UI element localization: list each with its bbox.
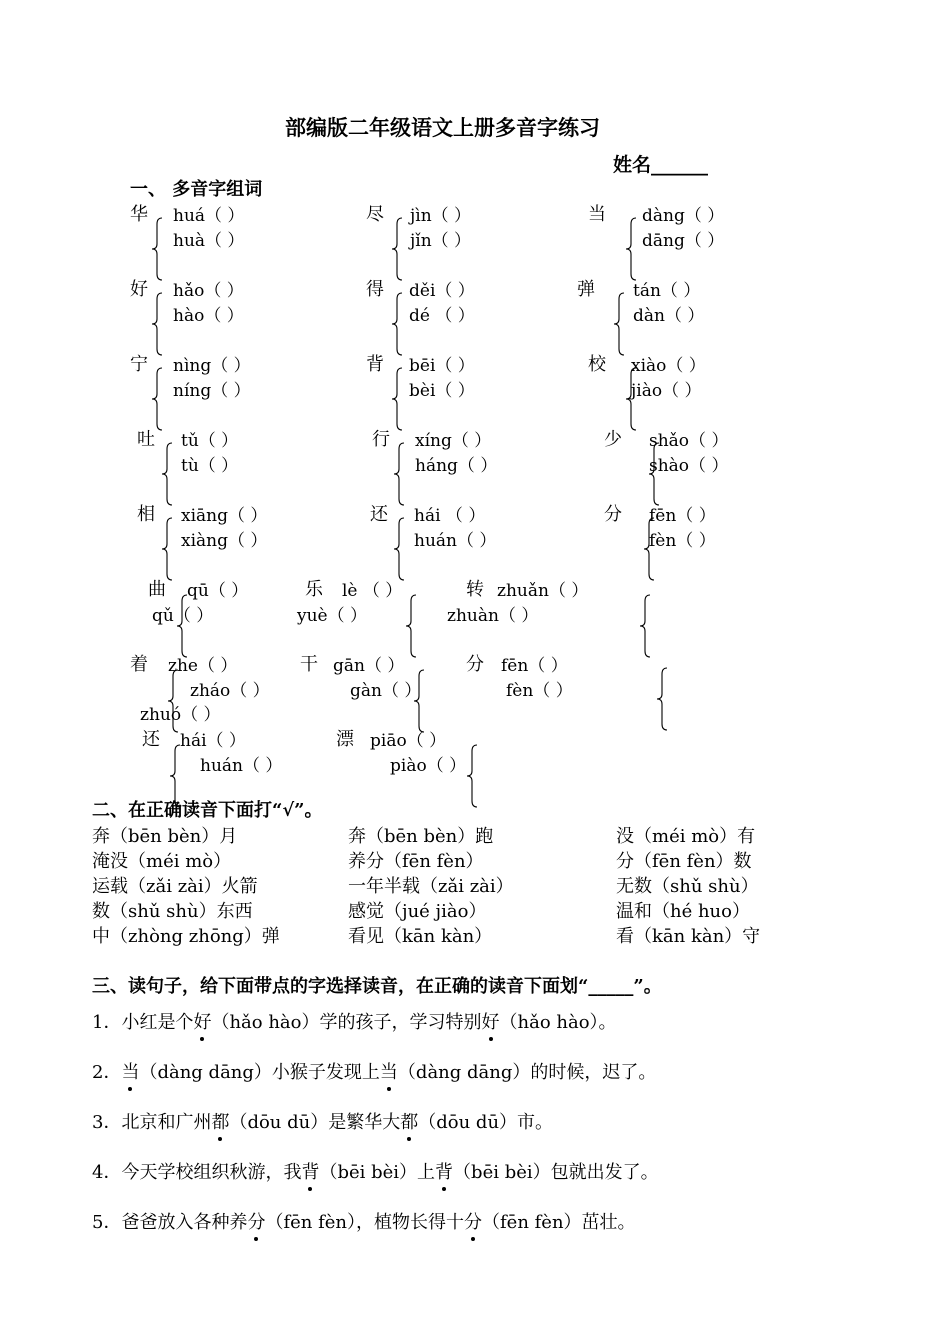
pinyin-blank: zhuǎn（ ） bbox=[497, 581, 589, 601]
pinyin-blank: piào（ ） bbox=[390, 756, 467, 776]
sentence-text: 5．爸爸放入各种养 bbox=[92, 1212, 248, 1233]
pinyin-blank: qū（ ） bbox=[187, 581, 249, 601]
pinyin-blank: dàng（ ） bbox=[642, 206, 725, 226]
polyphone-char: 行 bbox=[372, 429, 390, 450]
curly-brace-icon bbox=[392, 293, 404, 355]
pinyin-blank: tǔ（ ） bbox=[181, 431, 239, 451]
sentence-text: （dōu dū）是繁华大 bbox=[229, 1112, 401, 1133]
sentence-text: （dàng dāng）小猴子发现上 bbox=[139, 1062, 380, 1083]
pinyin-blank: shǎo（ ） bbox=[649, 431, 729, 451]
sentence bbox=[92, 1008, 617, 1034]
dotted-char: 好 bbox=[481, 1012, 500, 1033]
pinyin-blank: lè （ ） bbox=[342, 581, 403, 601]
section2-heading: 二、在正确读音下面打“√”。 bbox=[92, 800, 323, 821]
polyphone-char: 弹 bbox=[577, 279, 595, 300]
pinyin-blank: zhuó（ ） bbox=[140, 705, 221, 725]
section3-heading: 三、读句子，给下面带点的字选择读音，在正确的读音下面划“_____”。 bbox=[92, 976, 662, 997]
curly-brace-icon bbox=[414, 670, 426, 732]
polyphone-char: 漂 bbox=[336, 729, 354, 750]
polyphone-char: 分 bbox=[466, 654, 484, 675]
polyphone-char: 好 bbox=[130, 279, 148, 300]
pinyin-blank: xiào（ ） bbox=[631, 356, 706, 376]
polyphone-char: 乐 bbox=[305, 579, 323, 600]
curly-brace-icon bbox=[152, 368, 164, 430]
sentence-text: （bēi bèi）上 bbox=[319, 1162, 436, 1183]
pinyin-blank: jǐn（ ） bbox=[410, 231, 472, 251]
polyphone-char: 转 bbox=[466, 579, 484, 600]
pinyin-blank: dé （ ） bbox=[409, 306, 475, 326]
sentence bbox=[92, 1158, 659, 1184]
curly-brace-icon bbox=[394, 443, 406, 505]
pinyin-blank: níng（ ） bbox=[173, 381, 251, 401]
polyphone-char: 少 bbox=[604, 429, 622, 450]
sentence bbox=[92, 1208, 636, 1234]
curly-brace-icon bbox=[152, 218, 164, 280]
pinyin-blank: zhuàn（ ） bbox=[447, 606, 539, 626]
pinyin-blank: dàn（ ） bbox=[633, 306, 705, 326]
polyphone-char: 干 bbox=[300, 654, 318, 675]
curly-brace-icon bbox=[406, 595, 418, 657]
section1-heading: 一、 多音字组词 bbox=[130, 179, 263, 200]
pinyin-blank: gān（ ） bbox=[333, 656, 405, 676]
pinyin-blank: fèn（ ） bbox=[506, 681, 573, 701]
pinyin-blank: fèn（ ） bbox=[649, 531, 716, 551]
curly-brace-icon bbox=[626, 368, 638, 430]
sentence-text: （hǎo hào）学的孩子，学习特别 bbox=[211, 1012, 482, 1033]
sentence-text: （bēi bèi）包就出发了。 bbox=[453, 1162, 659, 1183]
curly-brace-icon bbox=[392, 368, 404, 430]
tick-item: 一年半载（zǎi zài） bbox=[348, 876, 514, 897]
curly-brace-icon bbox=[467, 745, 479, 807]
pinyin-blank: xíng（ ） bbox=[415, 431, 492, 451]
pinyin-blank: yuè（ ） bbox=[297, 606, 368, 626]
polyphone-char: 还 bbox=[370, 504, 388, 525]
polyphone-char: 华 bbox=[130, 204, 148, 225]
pinyin-blank: hào（ ） bbox=[173, 306, 244, 326]
pinyin-blank: huà（ ） bbox=[173, 231, 245, 251]
sentence-text: （hǎo hào）。 bbox=[499, 1012, 617, 1033]
pinyin-blank: hǎo（ ） bbox=[173, 281, 244, 301]
sentence bbox=[92, 1108, 553, 1134]
sentence-text: （dōu dū）市。 bbox=[418, 1112, 554, 1133]
pinyin-blank: huá（ ） bbox=[173, 206, 245, 226]
pinyin-blank: fēn（ ） bbox=[649, 506, 716, 526]
curly-brace-icon bbox=[162, 518, 174, 580]
polyphone-char: 还 bbox=[142, 729, 160, 750]
pinyin-blank: xiàng（ ） bbox=[181, 531, 268, 551]
pinyin-blank: jiào（ ） bbox=[631, 381, 702, 401]
sentence-text: 2． bbox=[92, 1062, 122, 1083]
curly-brace-icon bbox=[626, 218, 638, 280]
tick-item: 感觉（jué jiào） bbox=[348, 901, 487, 922]
dotted-char: 分 bbox=[247, 1212, 266, 1233]
sentence-text: （fēn fèn），植物长得十 bbox=[265, 1212, 464, 1233]
curly-brace-icon bbox=[177, 595, 189, 657]
tick-item: 数（shǔ shù）东西 bbox=[92, 901, 253, 922]
sentence-text: （dàng dāng）的时候，迟了。 bbox=[397, 1062, 657, 1083]
polyphone-char: 校 bbox=[588, 354, 606, 375]
polyphone-char: 尽 bbox=[366, 204, 384, 225]
polyphone-char: 宁 bbox=[130, 354, 148, 375]
polyphone-char: 当 bbox=[588, 204, 606, 225]
tick-item: 分（fēn fèn）数 bbox=[616, 851, 752, 872]
tick-item: 温和（hé huo） bbox=[616, 901, 750, 922]
pinyin-blank: gàn（ ） bbox=[350, 681, 422, 701]
tick-item: 看见（kān kàn） bbox=[348, 926, 493, 947]
dotted-char: 当 bbox=[379, 1062, 398, 1083]
dotted-char: 都 bbox=[400, 1112, 419, 1133]
curly-brace-icon bbox=[394, 518, 406, 580]
curly-brace-icon bbox=[392, 218, 404, 280]
curly-brace-icon bbox=[168, 670, 180, 732]
pinyin-blank: děi（ ） bbox=[409, 281, 475, 301]
page-title: 部编版二年级语文上册多音字练习 bbox=[285, 115, 600, 140]
pinyin-blank: fēn（ ） bbox=[501, 656, 568, 676]
curly-brace-icon bbox=[162, 443, 174, 505]
tick-item: 养分（fēn fèn） bbox=[348, 851, 484, 872]
polyphone-char: 分 bbox=[604, 504, 622, 525]
pinyin-blank: bèi（ ） bbox=[409, 381, 475, 401]
polyphone-char: 背 bbox=[366, 354, 384, 375]
polyphone-char: 着 bbox=[130, 654, 148, 675]
pinyin-blank: háng（ ） bbox=[415, 456, 498, 476]
name-field-label: 姓名______ bbox=[613, 154, 709, 176]
sentence bbox=[92, 1058, 656, 1084]
pinyin-blank: zháo（ ） bbox=[190, 681, 270, 701]
curly-brace-icon bbox=[152, 293, 164, 355]
sentence-text: 4．今天学校组织秋游，我 bbox=[92, 1162, 302, 1183]
pinyin-blank: shào（ ） bbox=[649, 456, 729, 476]
pinyin-blank: piāo（ ） bbox=[370, 731, 447, 751]
tick-item: 中（zhòng zhōng）弹 bbox=[92, 926, 280, 947]
pinyin-blank: tán（ ） bbox=[633, 281, 701, 301]
pinyin-blank: dāng（ ） bbox=[642, 231, 725, 251]
polyphone-char: 吐 bbox=[137, 429, 155, 450]
pinyin-blank: huán（ ） bbox=[414, 531, 497, 551]
pinyin-blank: hái（ ） bbox=[180, 731, 246, 751]
polyphone-char: 得 bbox=[366, 279, 384, 300]
tick-item: 淹没（méi mò） bbox=[92, 851, 232, 872]
sentence-text: 1．小红是个 bbox=[92, 1012, 194, 1033]
curly-brace-icon bbox=[657, 668, 669, 730]
dotted-char: 当 bbox=[121, 1062, 140, 1083]
tick-item: 运载（zǎi zài）火箭 bbox=[92, 876, 258, 897]
tick-item: 奔（bēn bèn）跑 bbox=[348, 826, 494, 847]
dotted-char: 分 bbox=[464, 1212, 482, 1233]
dotted-char: 背 bbox=[435, 1162, 454, 1183]
pinyin-blank: tù（ ） bbox=[181, 456, 239, 476]
tick-item: 没（méi mò）有 bbox=[616, 826, 756, 847]
pinyin-blank: xiāng（ ） bbox=[181, 506, 268, 526]
polyphone-char: 曲 bbox=[148, 579, 166, 600]
sentence-text: （fēn fèn）茁壮。 bbox=[482, 1212, 636, 1233]
tick-item: 奔（bēn bèn）月 bbox=[92, 826, 238, 847]
pinyin-blank: qǔ（ ） bbox=[152, 606, 214, 626]
pinyin-blank: hái （ ） bbox=[414, 506, 486, 526]
pinyin-blank: nìng（ ） bbox=[173, 356, 251, 376]
dotted-char: 背 bbox=[301, 1162, 320, 1183]
curly-brace-icon bbox=[644, 518, 656, 580]
pinyin-blank: zhe（ ） bbox=[168, 656, 238, 676]
pinyin-blank: huán（ ） bbox=[200, 756, 283, 776]
polyphone-char: 相 bbox=[137, 504, 155, 525]
pinyin-blank: jìn（ ） bbox=[410, 206, 472, 226]
curly-brace-icon bbox=[649, 443, 661, 505]
curly-brace-icon bbox=[614, 293, 626, 355]
curly-brace-icon bbox=[640, 595, 652, 657]
sentence-text: 3．北京和广州 bbox=[92, 1112, 212, 1133]
dotted-char: 都 bbox=[211, 1112, 230, 1133]
dotted-char: 好 bbox=[193, 1012, 212, 1033]
tick-item: 看（kān kàn）守 bbox=[616, 926, 761, 947]
tick-item: 无数（shǔ shù） bbox=[616, 876, 759, 897]
pinyin-blank: bēi（ ） bbox=[409, 356, 475, 376]
